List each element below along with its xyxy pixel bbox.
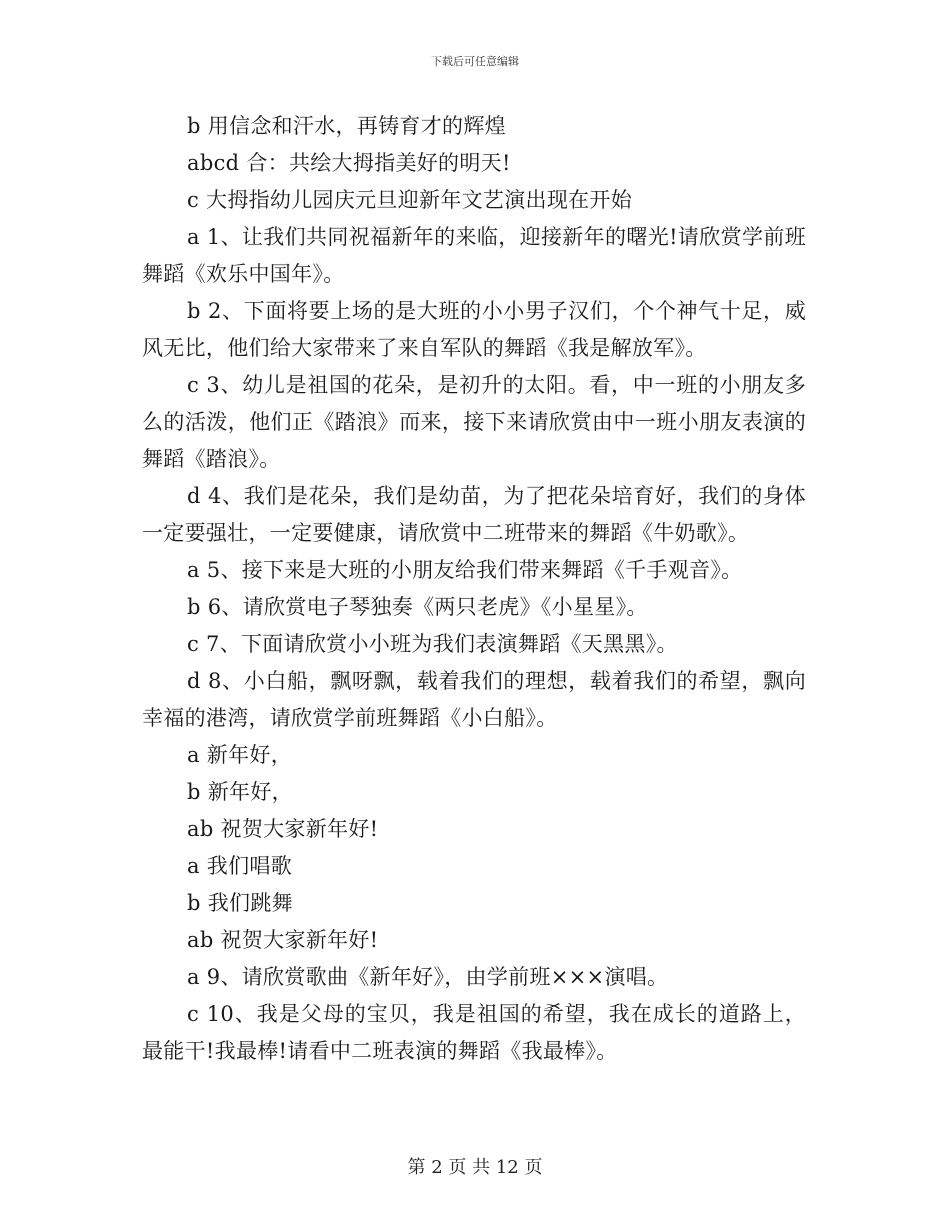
paragraph: a 1、让我们共同祝福新年的来临，迎接新年的曙光!请欣赏学前班舞蹈《欢乐中国年》。 (142, 225, 806, 286)
document-body (142, 108, 806, 1070)
paragraph: b 我们跳舞 (187, 891, 293, 915)
paragraph: c 3、幼儿是祖国的花朵，是初升的太阳。看，中一班的小朋友多么的活泼，他们正《踏浪》而来，接下来请欣赏由中一班小朋友表演的舞蹈《踏浪》。 (142, 373, 806, 471)
paragraph: c 10、我是父母的宝贝，我是祖国的希望，我在成长的道路上，最能干!我最棒!请看中二班表演的舞蹈《我最棒》。 (142, 1002, 806, 1063)
paragraph: b 2、下面将要上场的是大班的小小男子汉们，个个神气十足，威风无比，他们给大家带来了来自军队的舞蹈《我是解放军》。 (142, 299, 806, 360)
paragraph: a 9、请欣赏歌曲《新年好》，由学前班×××演唱。 (187, 965, 669, 989)
paragraph: b 6、请欣赏电子琴独奏《两只老虎》《小星星》。 (187, 595, 648, 619)
paragraph: d 4、我们是花朵，我们是幼苗，为了把花朵培育好，我们的身体一定要强壮，一定要健康，请欣赏中二班带来的舞蹈《牛奶歌》。 (142, 484, 806, 545)
paragraph: c 大拇指幼儿园庆元旦迎新年文艺演出现在开始 (187, 188, 633, 212)
paragraph: b 用信念和汗水，再铸育才的辉煌 (187, 114, 506, 138)
paragraph: ab 祝贺大家新年好! (187, 928, 379, 952)
paragraph: abcd 合：共绘大拇指美好的明天! (187, 151, 511, 175)
paragraph: c 7、下面请欣赏小小班为我们表演舞蹈《天黑黑》。 (187, 632, 678, 656)
paragraph: a 新年好， (187, 743, 292, 767)
paragraph: a 5、接下来是大班的小朋友给我们带来舞蹈《千手观音》。 (187, 558, 743, 582)
paragraph: d 8、小白船，飘呀飘，载着我们的理想，载着我们的希望，飘向幸福的港湾，请欣赏学前班舞蹈《小白船》。 (142, 669, 806, 730)
header-note: 下载后可任意编辑 (431, 55, 519, 68)
paragraph: b 新年好， (187, 780, 293, 804)
paragraph: ab 祝贺大家新年好! (187, 817, 379, 841)
paragraph: a 我们唱歌 (187, 854, 292, 878)
page-number: 第 2 页 共 12 页 (407, 1157, 543, 1178)
